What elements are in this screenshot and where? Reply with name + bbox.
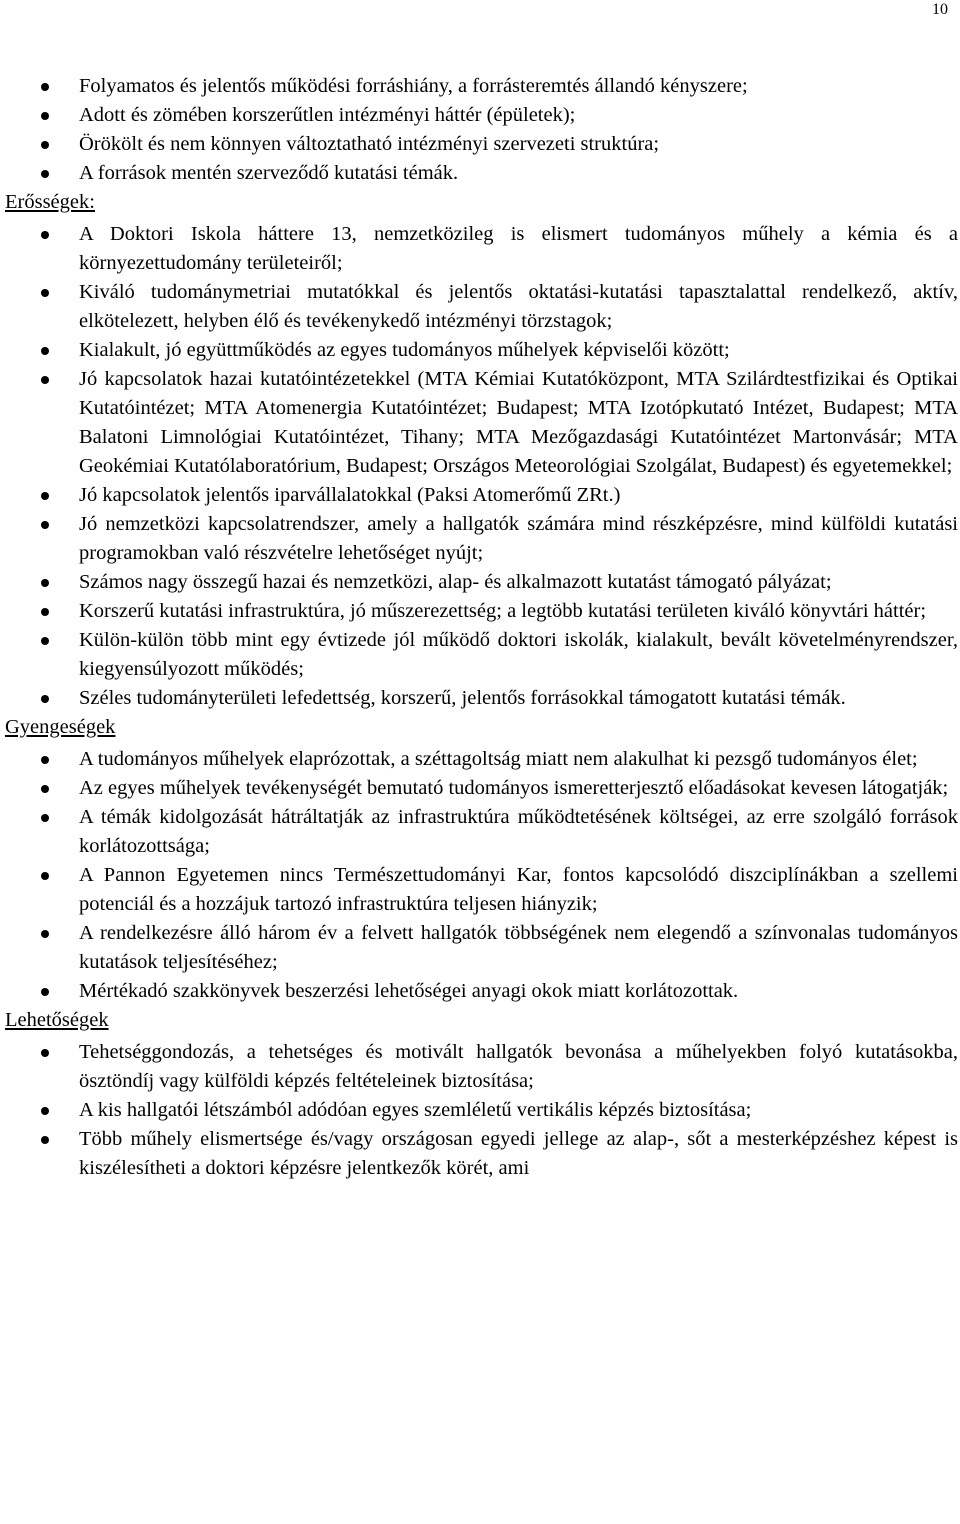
bullet-icon: [41, 1136, 49, 1144]
list-item: Mértékadó szakkönyvek beszerzési lehetőségei anyagi okok miatt korlátozottak.: [5, 977, 958, 1006]
bullet-icon: [41, 112, 49, 120]
bullet-icon: [41, 231, 49, 239]
bullet-icon: [41, 988, 49, 996]
list-item: A források mentén szerveződő kutatási témák.: [5, 159, 958, 188]
list-item: A témák kidolgozását hátráltatják az infrastruktúra működtetésének költségei, az erre szolgáló források korlátozottsága;: [5, 803, 958, 861]
bullet-icon: [41, 872, 49, 880]
bullet-icon: [41, 1107, 49, 1115]
list-item: Jó kapcsolatok hazai kutatóintézetekkel (MTA Kémiai Kutatóközpont, MTA Szilárdtestfizikai és Optikai Kutatóintézet; MTA Atomenergia Kutatóintézet; Budapest; MTA Izotópkutató Intézet, Budapest; MTA Balatoni Limnológiai Kutatóintézet, Tihany; MTA Mezőgazdasági Kutatóintézet Martonvásár; MTA Geokémiai Kutatólaboratórium, Budapest; Országos Meteorológiai Szolgálat, Budapest) és egyetemekkel;: [5, 365, 958, 481]
bullet-icon: [41, 521, 49, 529]
bullet-icon: [41, 170, 49, 178]
list-item: Örökölt és nem könnyen változtatható intézményi szervezeti struktúra;: [5, 130, 958, 159]
list-item: Jó kapcsolatok jelentős iparvállalatokkal (Paksi Atomerőmű ZRt.): [5, 481, 958, 510]
list-item: Korszerű kutatási infrastruktúra, jó műszerezettség; a legtöbb kutatási területen kiváló könyvtári háttér;: [5, 597, 958, 626]
bullet-icon: [41, 637, 49, 645]
list-item: Széles tudományterületi lefedettség, korszerű, jelentős forrásokkal támogatott kutatási témák.: [5, 684, 958, 713]
bullet-icon: [41, 141, 49, 149]
list-item: Kiváló tudománymetriai mutatókkal és jelentős oktatási-kutatási tapasztalattal rendelkező, aktív, elkötelezett, helyben élő és tevékenykedő intézményi törzstagok;: [5, 278, 958, 336]
list-item: Számos nagy összegű hazai és nemzetközi, alap- és alkalmazott kutatást támogató pályázat;: [5, 568, 958, 597]
list-item: A Pannon Egyetemen nincs Természettudományi Kar, fontos kapcsolódó diszciplínákban a szellemi potenciál és a hozzájuk tartozó infrastruktúra teljesen hiányzik;: [5, 861, 958, 919]
bullet-icon: [41, 814, 49, 822]
list-item: A rendelkezésre álló három év a felvett hallgatók többségének nem elegendő a színvonalas tudományos kutatások teljesítéséhez;: [5, 919, 958, 977]
list-item: Tehetséggondozás, a tehetséges és motivált hallgatók bevonása a műhelyekben folyó kutatásokba, ösztöndíj vagy külföldi képzés feltételeinek biztosítása;: [5, 1038, 958, 1096]
weaknesses-heading: Gyengeségek: [5, 716, 116, 738]
list-item: A Doktori Iskola háttere 13, nemzetközileg is elismert tudományos műhely a kémia és a környezettudomány területeiről;: [5, 220, 958, 278]
bullet-icon: [41, 492, 49, 500]
list-item: Folyamatos és jelentős működési forráshiány, a forrásteremtés állandó kényszere;: [5, 72, 958, 101]
weaknesses-list: [5, 745, 958, 1006]
strengths-list: [5, 220, 958, 713]
page-number: 10: [932, 1, 948, 18]
list-item: Kialakult, jó együttműködés az egyes tudományos műhelyek képviselői között;: [5, 336, 958, 365]
list-item: Adott és zömében korszerűtlen intézményi háttér (épületek);: [5, 101, 958, 130]
list-item: Külön-külön több mint egy évtizede jól működő doktori iskolák, kialakult, bevált követelményrendszer, kiegyensúlyozott működés;: [5, 626, 958, 684]
bullet-icon: [41, 83, 49, 91]
bullet-icon: [41, 695, 49, 703]
list-item: Jó nemzetközi kapcsolatrendszer, amely a hallgatók számára mind részképzésre, mind külföldi kutatási programokban való részvételre lehetőséget nyújt;: [5, 510, 958, 568]
list-item: A kis hallgatói létszámból adódóan egyes szemléletű vertikális képzés biztosítása;: [5, 1096, 958, 1125]
list-item: Az egyes műhelyek tevékenységét bemutató tudományos ismeretterjesztő előadásokat kevesen látogatják;: [5, 774, 958, 803]
bullet-icon: [41, 608, 49, 616]
bullet-icon: [41, 376, 49, 384]
opportunities-heading: Lehetőségek: [5, 1009, 109, 1031]
bullet-icon: [41, 347, 49, 355]
bullet-icon: [41, 579, 49, 587]
intro-list: [5, 72, 958, 188]
strengths-heading: Erősségek:: [5, 191, 95, 213]
bullet-icon: [41, 785, 49, 793]
bullet-icon: [41, 930, 49, 938]
list-item: Több műhely elismertsége és/vagy országosan egyedi jellege az alap-, sőt a mesterképzéshez képest is kiszélesítheti a doktori képzésre jelentkezők körét, ami: [5, 1125, 958, 1183]
document-body: [5, 72, 958, 1183]
bullet-icon: [41, 1049, 49, 1057]
bullet-icon: [41, 289, 49, 297]
list-item: A tudományos műhelyek elaprózottak, a széttagoltság miatt nem alakulhat ki pezsgő tudományos élet;: [5, 745, 958, 774]
bullet-icon: [41, 756, 49, 764]
opportunities-list: [5, 1038, 958, 1183]
